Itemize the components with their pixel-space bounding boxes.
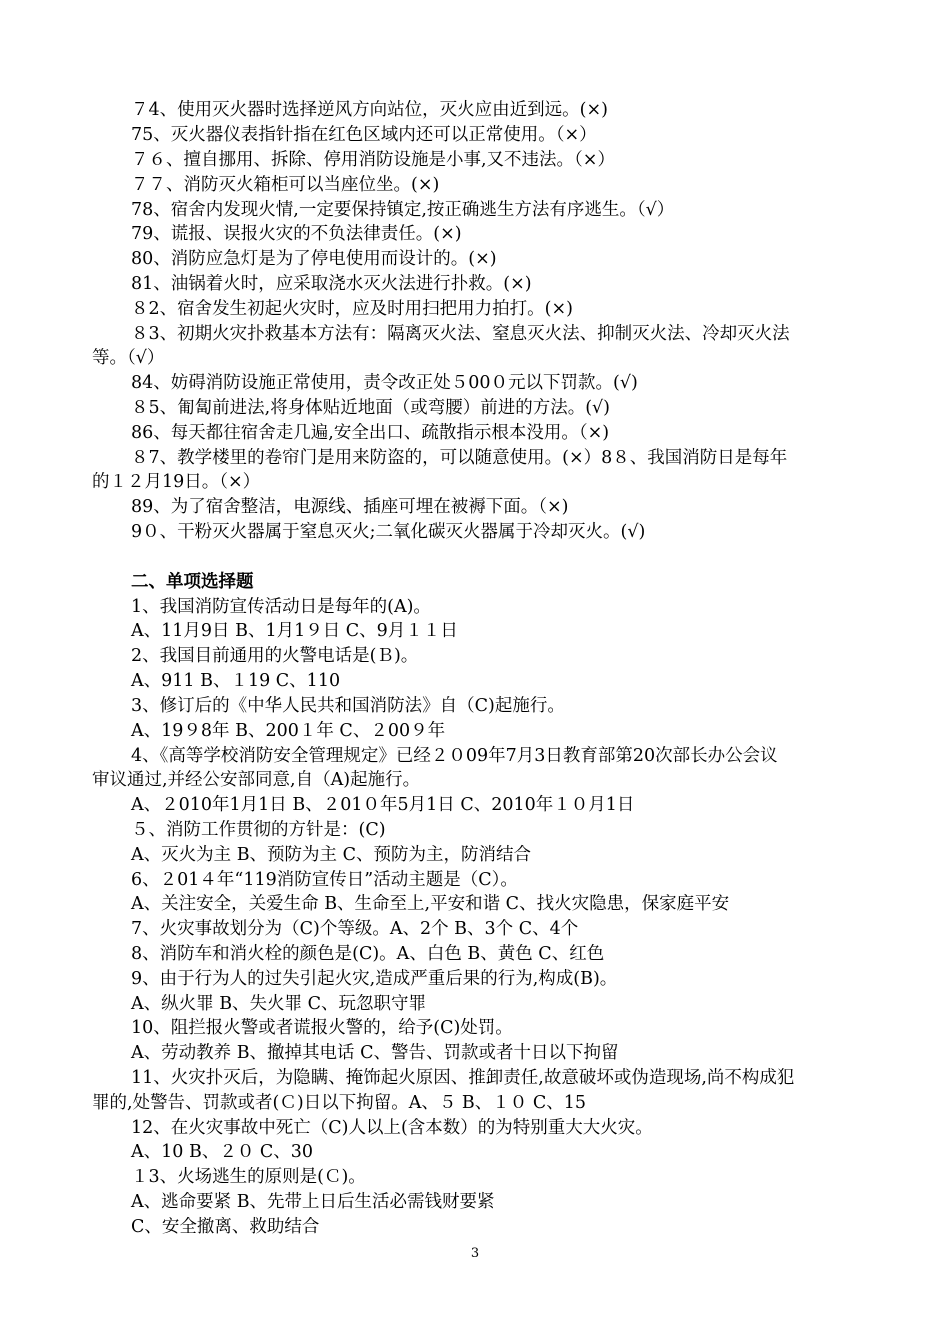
tf-item-83: ８3、初期火灾扑救基本方法有：隔离灭火法、窒息灭火法、抑制灭火法、冷却灭火法: [131, 324, 790, 344]
tf-item-85: ８5、匍匐前进法,将身体贴近地面（或弯腰）前进的方法。(√): [131, 398, 611, 418]
tf-item-79: 79、谎报、误报火灾的不负法律责任。(×): [131, 224, 462, 244]
tf-item-77: ７７、消防灭火箱柜可以当座位坐。(×): [131, 175, 440, 195]
mc-options-3: A、19９8年 B、200１年 C、２00９年: [131, 721, 446, 741]
mc-question-1: 1、我国消防宣传活动日是每年的(A)。: [131, 597, 431, 617]
page-number: 3: [470, 1246, 480, 1261]
mc-question-4-continued: 审议通过,并经公安部同意,自（A)起施行。: [92, 770, 421, 790]
mc-options-12: A、10 B、２０ C、30: [131, 1142, 314, 1162]
tf-item-89: 89、为了宿舍整洁，电源线、插座可埋在被褥下面。（×): [131, 497, 569, 517]
mc-question-13: １3、火场逃生的原则是(Ｃ)。: [131, 1167, 366, 1187]
mc-question-9: 9、由于行为人的过失引起火灾,造成严重后果的行为,构成(B)。: [131, 969, 618, 989]
tf-item-88-continued: 的１２月19日。（×）: [92, 472, 261, 492]
tf-item-87: ８7、教学楼里的卷帘门是用来防盗的，可以随意使用。(×）8８、我国消防日是每年: [131, 448, 788, 468]
tf-item-78: 78、宿舍内发现火情,一定要保持镇定,按正确逃生方法有序逃生。（√）: [131, 200, 675, 220]
mc-question-3: 3、修订后的《中华人民共和国消防法》自（C)起施行。: [131, 696, 565, 716]
tf-item-84: 84、妨碍消防设施正常使用，责令改正处５00０元以下罚款。(√): [131, 373, 638, 393]
tf-item-83-continued: 等。（√）: [92, 348, 165, 368]
mc-question-7: 7、火灾事故划分为（C)个等级。A、2个 B、3个 C、4个: [131, 919, 579, 939]
mc-options-5: A、灭火为主 B、预防为主 C、预防为主，防消结合: [131, 845, 532, 865]
section-heading: 二、单项选择题: [131, 572, 254, 592]
mc-options-10: A、劳动教养 B、撤掉其电话 C、警告、罚款或者十日以下拘留: [131, 1043, 619, 1063]
tf-item-81: 81、油锅着火时，应采取浇水灭火法进行扑救。(×): [131, 274, 532, 294]
tf-item-75: 75、灭火器仪表指针指在红色区域内还可以正常使用。（×）: [131, 125, 597, 145]
mc-question-11: 11、火灾扑灭后，为隐瞒、掩饰起火原因、推卸责任,故意破坏或伪造现场,尚不构成犯: [131, 1068, 795, 1088]
tf-item-90: 9０、干粉灭火器属于窒息灭火;二氧化碳灭火器属于冷却灭火。(√): [131, 522, 646, 542]
mc-options-13: A、逃命要紧 B、先带上日后生活必需钱财要紧: [131, 1192, 495, 1212]
mc-options-1: A、11月9日 B、1月1９日 C、9月１１日: [131, 621, 458, 641]
mc-question-4: 4、《高等学校消防安全管理规定》已经２０09年7月3日教育部第20次部长办公会议: [131, 746, 778, 766]
mc-question-11-continued: 罪的,处警告、罚款或者(Ｃ)日以下拘留。A、５ B、１０ C、15: [92, 1093, 586, 1113]
tf-item-74: ７4、使用灭火器时选择逆风方向站位，灭火应由近到远。(×): [131, 100, 608, 120]
mc-question-6: 6、２01４年“119消防宣传日”活动主题是（C）。: [131, 870, 518, 890]
tf-item-76: ７６、擅自挪用、拆除、停用消防设施是小事,又不违法。（×）: [131, 150, 615, 170]
mc-options-2: A、911 B、１19 C、110: [131, 671, 341, 691]
mc-options-13-continued: C、安全撤离、救助结合: [131, 1217, 320, 1237]
mc-question-2: 2、我国目前通用的火警电话是(Ｂ)。: [131, 646, 419, 666]
mc-question-5: ５、消防工作贯彻的方针是：(C): [131, 820, 386, 840]
mc-question-8: 8、消防车和消火栓的颜色是(C)。A、白色 B、黄色 C、红色: [131, 944, 605, 964]
mc-options-4: A、２010年1月1日 B、２01０年5月1日 C、2010年１０月1日: [131, 795, 635, 815]
mc-options-9: A、纵火罪 B、失火罪 C、玩忽职守罪: [131, 994, 427, 1014]
tf-item-80: 80、消防应急灯是为了停电使用而设计的。(×): [131, 249, 497, 269]
mc-question-10: 10、阻拦报火警或者谎报火警的，给予(C)处罚。: [131, 1018, 513, 1038]
mc-options-6: A、关注安全，关爱生命 B、生命至上,平安和谐 C、找火灾隐患，保家庭平安: [131, 894, 730, 914]
tf-item-82: ８2、宿舍发生初起火灾时，应及时用扫把用力拍打。(×): [131, 299, 573, 319]
tf-item-86: 86、每天都往宿舍走几遍,安全出口、疏散指示根本没用。（×): [131, 423, 610, 443]
mc-question-12: 12、在火灾事故中死亡（C)人以上(含本数）的为特别重大大火灾。: [131, 1118, 653, 1138]
